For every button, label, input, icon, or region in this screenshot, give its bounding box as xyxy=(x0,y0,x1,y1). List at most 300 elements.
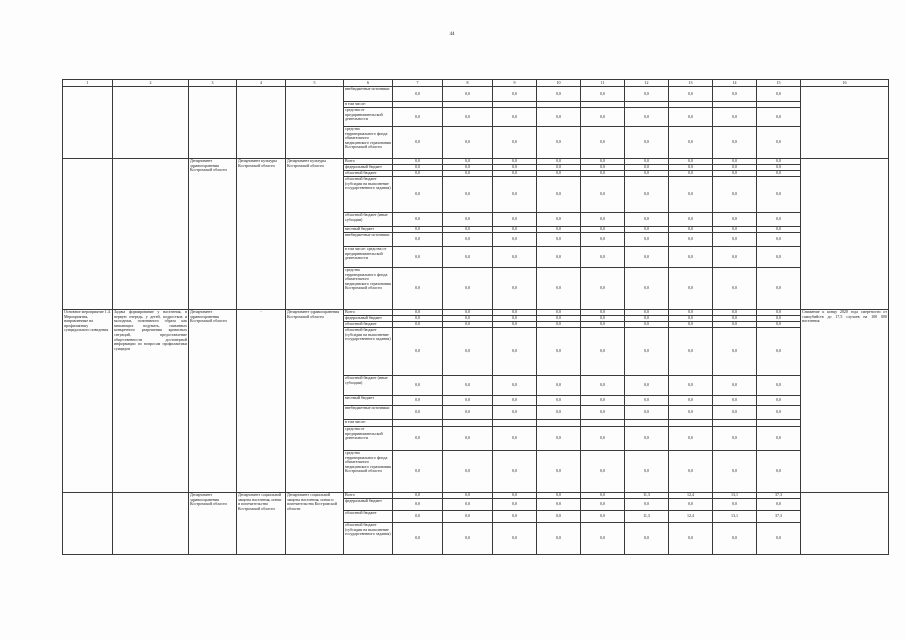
value-cell: 0,0 xyxy=(713,233,757,247)
value-cell: 0,0 xyxy=(625,171,669,177)
header-cell-8: 8 xyxy=(443,80,493,87)
value-cell: 0,0 xyxy=(581,310,625,316)
value-cell: 0,0 xyxy=(625,127,669,159)
value-cell: 0,0 xyxy=(669,108,713,127)
value-cell: 0,0 xyxy=(581,322,625,328)
source-label: федеральный бюджет xyxy=(344,316,393,322)
value-cell: 0,0 xyxy=(537,511,581,523)
value-cell: 0,0 xyxy=(757,177,801,213)
source-label: средства от предпринимательской деятельности xyxy=(344,108,393,127)
value-cell: 0,0 xyxy=(757,233,801,247)
value-cell: 0,0 xyxy=(443,227,493,233)
value-cell: 0,0 xyxy=(493,493,537,499)
header-cell-3: 3 xyxy=(189,80,237,87)
value-cell: 0,0 xyxy=(757,108,801,127)
value-cell: 0,0 xyxy=(757,328,801,376)
value-cell: 0,0 xyxy=(443,396,493,406)
value-cell: 0,0 xyxy=(581,268,625,310)
source-label: Всего xyxy=(344,493,393,499)
value-cell: 0,0 xyxy=(393,451,443,493)
header-cell-10: 10 xyxy=(537,80,581,87)
value-cell: 0,0 xyxy=(625,523,669,555)
source-label: в том числе: xyxy=(344,102,393,108)
value-cell: 0,0 xyxy=(537,159,581,165)
block0-col16 xyxy=(801,87,889,159)
value-cell: 0,0 xyxy=(537,310,581,316)
value-cell: 0,0 xyxy=(443,523,493,555)
value-cell: 0,0 xyxy=(537,227,581,233)
source-label: областной бюджет (субсидии на выполнение государственного задания) xyxy=(344,523,393,555)
value-cell: 0,0 xyxy=(493,233,537,247)
value-cell: 0,0 xyxy=(669,322,713,328)
value-cell: 0,0 xyxy=(625,87,669,102)
value-cell: 0,0 xyxy=(581,177,625,213)
value-cell: 0,0 xyxy=(393,322,443,328)
value-cell: 0,0 xyxy=(713,127,757,159)
value-cell: 0,0 xyxy=(625,310,669,316)
value-cell: 0,0 xyxy=(393,177,443,213)
value-cell: 0,0 xyxy=(493,451,537,493)
value-cell: 0,0 xyxy=(493,427,537,451)
value-cell: 0,0 xyxy=(757,396,801,406)
value-cell: 0,0 xyxy=(393,171,443,177)
source-label: местный бюджет xyxy=(344,396,393,406)
block0-col3 xyxy=(189,87,237,159)
value-cell: 0,0 xyxy=(669,451,713,493)
value-cell: 0,0 xyxy=(625,165,669,171)
value-cell: 0,0 xyxy=(669,227,713,233)
source-label: средства территориального фонда обязательного медицинского страхования Костромской области xyxy=(344,127,393,159)
source-label: местный бюджет xyxy=(344,227,393,233)
source-label: Всего xyxy=(344,159,393,165)
value-cell: 0,0 xyxy=(581,233,625,247)
value-cell: 0,0 xyxy=(493,268,537,310)
value-cell: 0,0 xyxy=(713,328,757,376)
value-cell: 0,0 xyxy=(713,310,757,316)
block1-col16 xyxy=(801,159,889,310)
value-cell: 0,0 xyxy=(537,427,581,451)
value-cell: 0,0 xyxy=(443,511,493,523)
value-cell: 0,0 xyxy=(443,159,493,165)
value-cell: 0,0 xyxy=(713,159,757,165)
value-cell: 13,1 xyxy=(713,493,757,499)
value-cell: 0,0 xyxy=(625,328,669,376)
value-cell: 37,3 xyxy=(757,511,801,523)
value-cell: 0,0 xyxy=(713,268,757,310)
value-cell: 0,0 xyxy=(443,451,493,493)
value-cell: 0,0 xyxy=(713,427,757,451)
value-cell: 0,0 xyxy=(669,233,713,247)
value-cell: 0,0 xyxy=(581,396,625,406)
value-cell: 0,0 xyxy=(493,310,537,316)
table-row xyxy=(63,87,889,102)
value-cell: 0,0 xyxy=(493,499,537,511)
page-number: 44 xyxy=(449,32,455,37)
value-cell: 11,3 xyxy=(625,493,669,499)
block0-col1 xyxy=(63,87,113,159)
value-cell: 0,0 xyxy=(713,165,757,171)
source-label: областной бюджет xyxy=(344,322,393,328)
block3-col2 xyxy=(113,493,189,555)
value-cell: 12,4 xyxy=(669,493,713,499)
value-cell: 0,0 xyxy=(493,322,537,328)
value-cell: 0,0 xyxy=(581,316,625,322)
value-cell: 0,0 xyxy=(537,233,581,247)
value-cell: 0,0 xyxy=(669,247,713,268)
value-cell: 0,0 xyxy=(537,165,581,171)
header-cell-2: 2 xyxy=(113,80,189,87)
block1-col1 xyxy=(63,159,113,310)
value-cell: 0,0 xyxy=(393,316,443,322)
value-cell: 12,4 xyxy=(669,511,713,523)
value-cell: 0,0 xyxy=(757,523,801,555)
value-cell: 0,0 xyxy=(443,322,493,328)
value-cell: 0,0 xyxy=(393,396,443,406)
value-cell xyxy=(757,420,801,427)
value-cell: 0,0 xyxy=(625,227,669,233)
value-cell: 0,0 xyxy=(713,376,757,396)
value-cell: 0,0 xyxy=(581,493,625,499)
value-cell: 0,0 xyxy=(443,499,493,511)
value-cell: 0,0 xyxy=(625,396,669,406)
value-cell: 0,0 xyxy=(669,159,713,165)
value-cell xyxy=(713,420,757,427)
value-cell xyxy=(493,420,537,427)
value-cell: 0,0 xyxy=(581,227,625,233)
value-cell: 0,0 xyxy=(757,159,801,165)
block0-col5 xyxy=(286,87,344,159)
value-cell: 0,0 xyxy=(581,376,625,396)
value-cell: 0,0 xyxy=(537,108,581,127)
value-cell: 0,0 xyxy=(537,406,581,420)
value-cell: 0,0 xyxy=(713,227,757,233)
value-cell: 0,0 xyxy=(669,213,713,227)
value-cell: 0,0 xyxy=(625,322,669,328)
block2-col1: Основное мероприятие 1.4. Мероприятия, направленные на профилактику суицидального поведения xyxy=(63,310,113,493)
value-cell: 0,0 xyxy=(537,87,581,102)
value-cell: 0,0 xyxy=(537,127,581,159)
value-cell: 0,0 xyxy=(537,177,581,213)
value-cell: 0,0 xyxy=(757,322,801,328)
value-cell: 0,0 xyxy=(443,328,493,376)
value-cell: 0,0 xyxy=(443,177,493,213)
value-cell: 13,1 xyxy=(713,511,757,523)
value-cell: 0,0 xyxy=(443,493,493,499)
value-cell: 0,0 xyxy=(625,108,669,127)
header-cell-1: 1 xyxy=(63,80,113,87)
value-cell: 0,0 xyxy=(757,499,801,511)
value-cell: 0,0 xyxy=(713,523,757,555)
value-cell: 0,0 xyxy=(713,406,757,420)
value-cell: 0,0 xyxy=(537,376,581,396)
value-cell xyxy=(393,420,443,427)
source-label: областной бюджет (субсидии на выполнение государственного задания) xyxy=(344,328,393,376)
value-cell: 0,0 xyxy=(581,171,625,177)
value-cell: 0,0 xyxy=(393,310,443,316)
value-cell: 0,0 xyxy=(757,127,801,159)
value-cell: 0,0 xyxy=(757,227,801,233)
block1-col2 xyxy=(113,159,189,310)
value-cell: 0,0 xyxy=(493,396,537,406)
value-cell: 0,0 xyxy=(493,328,537,376)
header-cell-14: 14 xyxy=(713,80,757,87)
source-label: в том числе: xyxy=(344,420,393,427)
block2-col5: Департамент здравоохранения Костромской области xyxy=(286,310,344,493)
value-cell: 0,0 xyxy=(493,511,537,523)
value-cell: 0,0 xyxy=(393,427,443,451)
value-cell: 0,0 xyxy=(443,406,493,420)
value-cell: 0,0 xyxy=(581,213,625,227)
block0-col2 xyxy=(113,87,189,159)
value-cell: 0,0 xyxy=(713,108,757,127)
block3-col1 xyxy=(63,493,113,555)
value-cell: 0,0 xyxy=(537,328,581,376)
source-label: Всего xyxy=(344,310,393,316)
block2-col16: Снижение к концу 2020 года смертности от самоубийств до 17,5 случаев на 100 000 населения xyxy=(801,310,889,493)
value-cell: 0,0 xyxy=(625,233,669,247)
block3-col16 xyxy=(801,493,889,555)
header-cell-12: 12 xyxy=(625,80,669,87)
value-cell: 0,0 xyxy=(713,316,757,322)
value-cell: 0,0 xyxy=(493,227,537,233)
value-cell: 0,0 xyxy=(581,511,625,523)
value-cell: 0,0 xyxy=(757,451,801,493)
value-cell: 0,0 xyxy=(581,499,625,511)
source-label: средства территориального фонда обязательного медицинского страхования Костромской области xyxy=(344,268,393,310)
value-cell: 0,0 xyxy=(757,427,801,451)
value-cell: 0,0 xyxy=(443,316,493,322)
value-cell: 0,0 xyxy=(669,523,713,555)
value-cell: 0,0 xyxy=(581,247,625,268)
value-cell: 0,0 xyxy=(393,328,443,376)
value-cell: 0,0 xyxy=(493,406,537,420)
value-cell: 0,0 xyxy=(625,427,669,451)
value-cell: 0,0 xyxy=(625,247,669,268)
value-cell: 0,0 xyxy=(443,171,493,177)
value-cell: 0,0 xyxy=(393,247,443,268)
value-cell: 0,0 xyxy=(537,268,581,310)
value-cell: 0,0 xyxy=(493,159,537,165)
value-cell: 0,0 xyxy=(625,177,669,213)
value-cell: 0,0 xyxy=(537,451,581,493)
value-cell: 0,0 xyxy=(625,406,669,420)
value-cell: 0,0 xyxy=(393,233,443,247)
value-cell xyxy=(537,420,581,427)
value-cell: 0,0 xyxy=(493,165,537,171)
value-cell: 0,0 xyxy=(625,159,669,165)
value-cell: 0,0 xyxy=(625,268,669,310)
value-cell: 0,0 xyxy=(393,227,443,233)
value-cell: 0,0 xyxy=(443,108,493,127)
value-cell: 0,0 xyxy=(669,396,713,406)
source-label: внебюджетные источники xyxy=(344,233,393,247)
value-cell: 0,0 xyxy=(669,171,713,177)
value-cell: 0,0 xyxy=(393,523,443,555)
value-cell: 0,0 xyxy=(669,310,713,316)
value-cell: 11,3 xyxy=(625,511,669,523)
value-cell: 0,0 xyxy=(581,523,625,555)
header-cell-5: 5 xyxy=(286,80,344,87)
value-cell: 0,0 xyxy=(581,406,625,420)
value-cell: 0,0 xyxy=(493,177,537,213)
value-cell: 0,0 xyxy=(669,376,713,396)
value-cell: 0,0 xyxy=(393,511,443,523)
value-cell: 0,0 xyxy=(537,213,581,227)
value-cell: 0,0 xyxy=(625,499,669,511)
source-label: в том числе: средства от предпринимательской деятельности xyxy=(344,247,393,268)
value-cell: 0,0 xyxy=(537,499,581,511)
value-cell: 0,0 xyxy=(757,376,801,396)
value-cell: 0,0 xyxy=(713,499,757,511)
block3-col3: Департамент здравоохранения Костромской области xyxy=(189,493,237,555)
source-label: федеральный бюджет xyxy=(344,165,393,171)
source-label: внебюджетные источники xyxy=(344,406,393,420)
value-cell: 0,0 xyxy=(393,406,443,420)
value-cell: 0,0 xyxy=(713,177,757,213)
value-cell: 0,0 xyxy=(625,376,669,396)
header-cell-6: 6 xyxy=(344,80,393,87)
value-cell: 0,0 xyxy=(493,127,537,159)
value-cell: 0,0 xyxy=(669,268,713,310)
value-cell: 0,0 xyxy=(443,233,493,247)
value-cell: 0,0 xyxy=(713,247,757,268)
value-cell: 0,0 xyxy=(581,165,625,171)
value-cell: 0,0 xyxy=(669,177,713,213)
value-cell xyxy=(669,420,713,427)
block1-col3: Департамент здравоохранения Костромской области xyxy=(189,159,237,310)
value-cell: 0,0 xyxy=(757,171,801,177)
value-cell: 0,0 xyxy=(537,523,581,555)
value-cell: 0,0 xyxy=(757,247,801,268)
block3-col5: Департамент социальной защиты населения, опеки и попечительства Костромской области xyxy=(286,493,344,555)
value-cell: 0,0 xyxy=(393,376,443,396)
value-cell: 0,0 xyxy=(493,213,537,227)
value-cell: 0,0 xyxy=(757,316,801,322)
value-cell: 0,0 xyxy=(537,171,581,177)
block2-col2: Задача формирование у населения, в первую очередь, у детей, подростков и молодежи, позитивного образа как мешающих подумать, связанных конкретного разрешения кризисных ситуаций, предоставление общественности достоверной информации по вопросам профилактики суицидов xyxy=(113,310,189,493)
header-cell-16: 16 xyxy=(801,80,889,87)
value-cell: 0,0 xyxy=(669,165,713,171)
header-cell-7: 7 xyxy=(393,80,443,87)
value-cell: 0,0 xyxy=(443,268,493,310)
source-label: средства территориального фонда обязательного медицинского страхования Костромской области xyxy=(344,451,393,493)
value-cell: 0,0 xyxy=(443,376,493,396)
source-label: областной бюджет xyxy=(344,171,393,177)
value-cell: 0,0 xyxy=(537,493,581,499)
value-cell: 37,3 xyxy=(757,493,801,499)
value-cell: 0,0 xyxy=(669,499,713,511)
value-cell: 0,0 xyxy=(393,159,443,165)
source-label: областной бюджет (иные субсидии) xyxy=(344,376,393,396)
value-cell: 0,0 xyxy=(581,127,625,159)
value-cell: 0,0 xyxy=(581,328,625,376)
value-cell: 0,0 xyxy=(493,171,537,177)
value-cell: 0,0 xyxy=(757,213,801,227)
value-cell: 0,0 xyxy=(713,396,757,406)
source-label: областной бюджет xyxy=(344,511,393,523)
value-cell: 0,0 xyxy=(393,165,443,171)
source-label: внебюджетные источники xyxy=(344,87,393,102)
value-cell: 0,0 xyxy=(713,213,757,227)
value-cell xyxy=(625,420,669,427)
block2-col3: Департамент здравоохранения Костромской области xyxy=(189,310,237,493)
value-cell xyxy=(581,420,625,427)
value-cell: 0,0 xyxy=(625,213,669,227)
value-cell: 0,0 xyxy=(757,87,801,102)
value-cell: 0,0 xyxy=(581,108,625,127)
value-cell: 0,0 xyxy=(669,127,713,159)
value-cell: 0,0 xyxy=(393,108,443,127)
header-cell-13: 13 xyxy=(669,80,713,87)
value-cell: 0,0 xyxy=(581,87,625,102)
funding-table xyxy=(62,79,889,555)
value-cell: 0,0 xyxy=(393,127,443,159)
value-cell: 0,0 xyxy=(669,87,713,102)
value-cell: 0,0 xyxy=(537,322,581,328)
value-cell: 0,0 xyxy=(669,328,713,376)
value-cell: 0,0 xyxy=(669,316,713,322)
value-cell: 0,0 xyxy=(713,451,757,493)
value-cell: 0,0 xyxy=(713,171,757,177)
value-cell: 0,0 xyxy=(757,165,801,171)
block3-col4: Департамент социальной защиты населения, опеки и попечительства Костромской области xyxy=(237,493,286,555)
value-cell: 0,0 xyxy=(537,316,581,322)
value-cell: 0,0 xyxy=(443,427,493,451)
value-cell: 0,0 xyxy=(493,376,537,396)
value-cell: 0,0 xyxy=(443,247,493,268)
value-cell: 0,0 xyxy=(443,310,493,316)
value-cell: 0,0 xyxy=(757,268,801,310)
value-cell: 0,0 xyxy=(713,322,757,328)
value-cell xyxy=(443,420,493,427)
block1-col4: Департамент культуры Костромской области xyxy=(237,159,286,310)
value-cell: 0,0 xyxy=(493,523,537,555)
value-cell: 0,0 xyxy=(581,451,625,493)
block2-col4: - xyxy=(237,310,286,493)
value-cell: 0,0 xyxy=(493,108,537,127)
value-cell: 0,0 xyxy=(393,213,443,227)
value-cell: 0,0 xyxy=(713,87,757,102)
source-label: средства от предпринимательской деятельности xyxy=(344,427,393,451)
value-cell: 0,0 xyxy=(581,159,625,165)
value-cell: 0,0 xyxy=(443,213,493,227)
header-cell-11: 11 xyxy=(581,80,625,87)
header-cell-15: 15 xyxy=(757,80,801,87)
value-cell: 0,0 xyxy=(537,396,581,406)
header-cell-4: 4 xyxy=(237,80,286,87)
value-cell: 0,0 xyxy=(581,427,625,451)
value-cell: 0,0 xyxy=(493,87,537,102)
value-cell: 0,0 xyxy=(393,87,443,102)
value-cell: 0,0 xyxy=(493,247,537,268)
source-label: областной бюджет (иные субсидии) xyxy=(344,213,393,227)
value-cell: 0,0 xyxy=(669,427,713,451)
value-cell: 0,0 xyxy=(757,406,801,420)
value-cell: 0,0 xyxy=(443,165,493,171)
value-cell: 0,0 xyxy=(625,451,669,493)
source-label: областной бюджет (субсидии на выполнение государственного задания) xyxy=(344,177,393,213)
value-cell: 0,0 xyxy=(625,316,669,322)
block0-col4 xyxy=(237,87,286,159)
header-cell-9: 9 xyxy=(493,80,537,87)
value-cell: 0,0 xyxy=(493,316,537,322)
value-cell: 0,0 xyxy=(443,87,493,102)
value-cell: 0,0 xyxy=(393,499,443,511)
value-cell: 0,0 xyxy=(757,310,801,316)
source-label: федеральный бюджет xyxy=(344,499,393,511)
value-cell: 0,0 xyxy=(393,268,443,310)
value-cell: 0,0 xyxy=(393,493,443,499)
